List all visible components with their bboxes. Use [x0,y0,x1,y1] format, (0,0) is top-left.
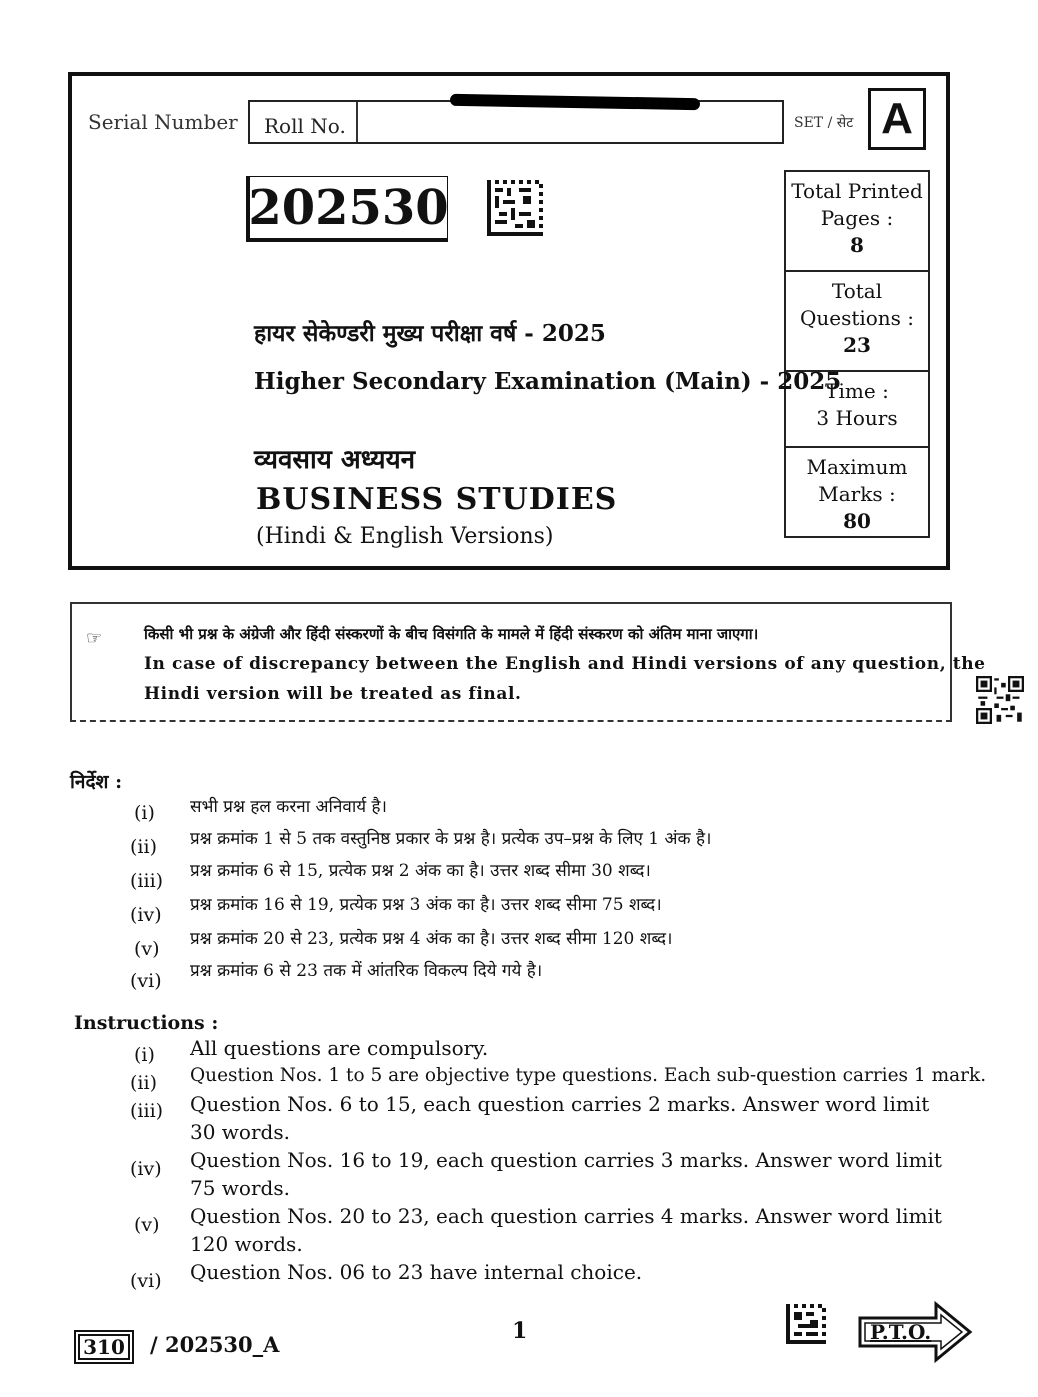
list-item-number: (v) [134,938,160,960]
list-item-number: (i) [134,802,155,824]
list-item-text: प्रश्न क्रमांक 1 से 5 तक वस्तुनिष्ठ प्रकार के प्रश्न है। प्रत्येक उप–प्रश्न के लिए 1 अंक है। [190,829,712,849]
list-item-number: (iv) [130,904,162,926]
exam-title-hindi: हायर सेकेण्डरी मुख्य परीक्षा वर्ष - 2025 [254,320,606,347]
footer-paper-code: / 202530_A [150,1332,280,1357]
set-label: SET / सेट [794,115,854,131]
pointing-hand-icon: ☞ [86,628,103,649]
list-item-number: (v) [134,1214,160,1236]
notice-english-line2: Hindi version will be treated as final. [144,684,522,704]
time-value: 3 Hours [816,406,898,430]
subject-english: BUSINESS STUDIES [256,482,618,517]
list-item-text: सभी प्रश्न हल करना अनिवार्य है। [190,797,387,817]
pto-label: P.T.O. [870,1320,932,1344]
list-item-text: प्रश्न क्रमांक 20 से 23, प्रत्येक प्रश्न 4 अंक का है। उत्तर शब्द सीमा 120 शब्द। [190,929,673,949]
pto-arrow [856,1300,974,1364]
list-item-number: (vi) [130,970,162,992]
list-item-number: (iii) [130,1100,164,1122]
list-item-text-continued: 120 words. [190,1232,303,1256]
list-item-number: (vi) [130,1270,162,1292]
roll-number-label: Roll No. [264,114,346,138]
time-label: Time : [825,379,889,403]
exam-title-english: Higher Secondary Examination (Main) - 2025 [254,368,842,395]
max-marks-value: 80 [843,509,871,533]
list-item-text: Question Nos. 16 to 19, each question carries 3 marks. Answer word limit [190,1148,942,1172]
list-item-text-continued: 30 words. [190,1120,290,1144]
list-item-text: प्रश्न क्रमांक 16 से 19, प्रत्येक प्रश्न 3 अंक का है। उत्तर शब्द सीमा 75 शब्द। [190,895,662,915]
list-item-number: (iv) [130,1158,162,1180]
list-item-number: (ii) [130,1072,157,1094]
page-number: 1 [512,1318,528,1344]
total-questions-label: Total Questions : [799,279,915,330]
notice-english-line1: In case of discrepancy between the English and Hindi versions of any question, the [144,654,986,674]
notice-hindi: किसी भी प्रश्न के अंग्रेजी और हिंदी संस्करणों के बीच विसंगति के मामले में हिंदी संस्करण को अंतिम माना जाएगा। [144,625,759,643]
paper-code: 202530 [246,176,448,242]
set-value: A [868,88,926,150]
datamatrix-icon [786,1304,826,1344]
total-questions-cell [786,270,928,370]
max-marks-cell [786,446,928,536]
paper-info-panel [784,170,930,538]
list-item-text: All questions are compulsory. [190,1036,489,1060]
list-item-text: Question Nos. 1 to 5 are objective type questions. Each sub-question carries 1 mark. [190,1065,987,1086]
list-item-text-continued: 75 words. [190,1176,290,1200]
list-item-text: प्रश्न क्रमांक 6 से 15, प्रत्येक प्रश्न 2 अंक का है। उत्तर शब्द सीमा 30 शब्द। [190,861,651,881]
roll-divider [356,102,358,142]
total-pages-label: Total Printed Pages : [791,179,923,230]
page-code-box: 310 [74,1330,134,1364]
english-instructions-heading: Instructions : [74,1012,219,1034]
total-questions-value: 23 [843,333,871,357]
datamatrix-icon [487,180,543,236]
versions-note: (Hindi & English Versions) [256,524,554,549]
list-item-text: Question Nos. 20 to 23, each question carries 4 marks. Answer word limit [190,1204,942,1228]
serial-number-label: Serial Number [88,110,238,134]
max-marks-label: Maximum Marks : [806,455,908,506]
list-item-number: (ii) [130,836,157,858]
list-item-text: Question Nos. 6 to 15, each question carries 2 marks. Answer word limit [190,1092,930,1116]
list-item-text: Question Nos. 06 to 23 have internal choice. [190,1260,643,1284]
subject-hindi: व्यवसाय अध्ययन [254,445,416,475]
total-pages-cell [786,172,928,270]
list-item-number: (iii) [130,870,164,892]
total-pages-value: 8 [850,233,864,257]
qr-code-icon [976,676,1024,724]
hindi-instructions-heading: निर्देश : [70,771,123,793]
list-item-text: प्रश्न क्रमांक 6 से 23 तक में आंतरिक विकल्प दिये गये है। [190,961,543,981]
list-item-number: (i) [134,1044,155,1066]
